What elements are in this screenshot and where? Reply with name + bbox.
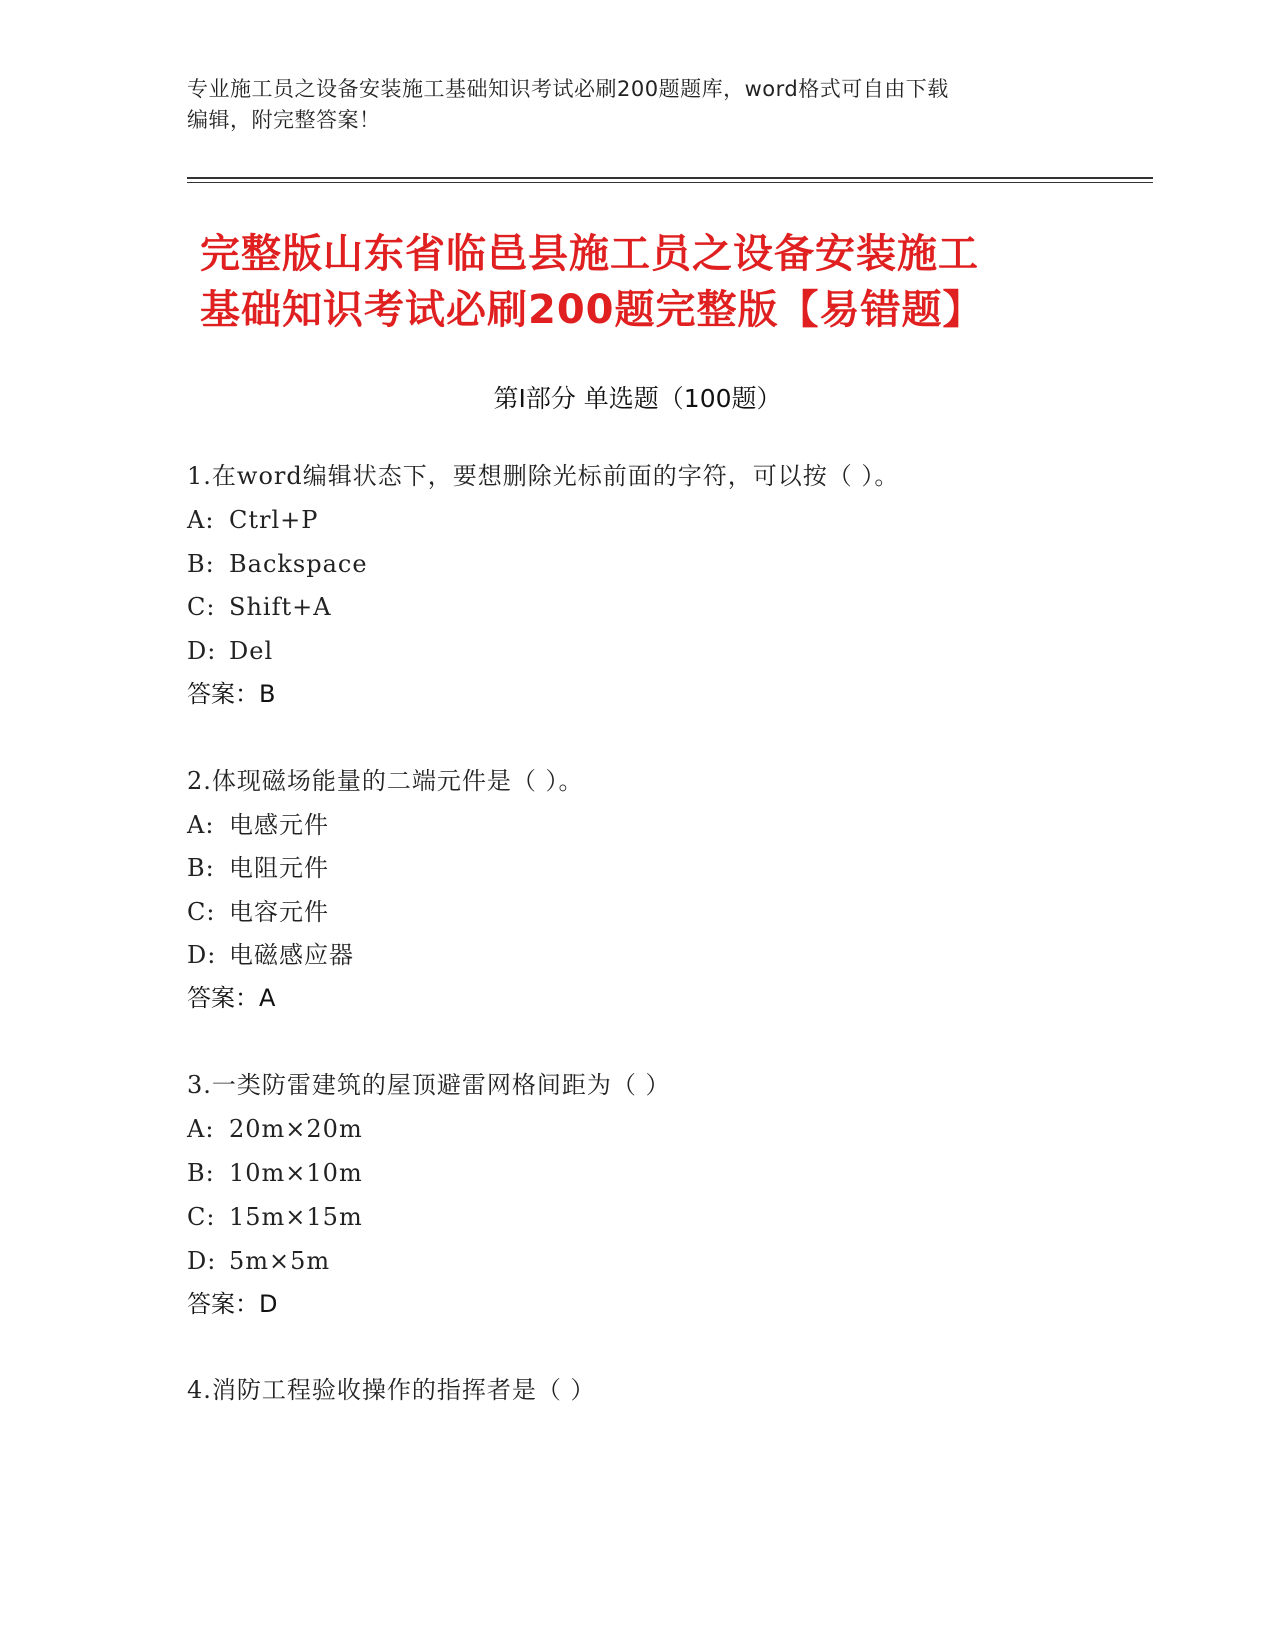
question-2-option-a [187,808,329,842]
question-1-option-a [187,503,318,537]
option-text: 10m×10m [229,1159,363,1187]
option-text: Del [229,637,274,665]
option-letter: A: [187,1115,215,1143]
option-letter: D: [187,1247,217,1275]
option-text: 电感元件 [229,811,329,839]
option-text: 5m×5m [229,1247,331,1275]
question-2-answer: 答案：A [187,984,276,1012]
header-note-line-1: 专业施工员之设备安装施工基础知识考试必刷200题题库，word格式可自由下载 [187,77,949,101]
question-1-answer: 答案：B [187,680,276,708]
document-title-line-2: 基础知识考试必刷200题完整版【易错题】 [200,287,984,333]
option-letter: D: [187,941,217,969]
question-3-option-b [187,1156,363,1190]
question-2-stem: 2.体现磁场能量的二端元件是（ ）。 [187,767,584,795]
option-text: Shift+A [229,593,332,621]
option-text: 电磁感应器 [229,941,354,969]
option-letter: B: [187,854,215,882]
document-title-line-1: 完整版山东省临邑县施工员之设备安装施工 [200,231,979,277]
question-1-option-d [187,634,273,668]
option-letter: B: [187,1159,215,1187]
header-note-line-2: 编辑，附完整答案！ [187,108,381,132]
option-text: 15m×15m [229,1203,363,1231]
question-3-option-a [187,1112,363,1146]
option-letter: C: [187,1203,216,1231]
section-heading: 第I部分 单选题（100题） [493,384,782,413]
header-note [187,74,1087,136]
question-2-option-b [187,851,329,885]
question-4-stem: 4.消防工程验收操作的指挥者是（ ） [187,1376,596,1404]
question-1-option-b [187,547,368,581]
option-letter: A: [187,811,215,839]
option-letter: B: [187,550,215,578]
option-letter: A: [187,506,215,534]
question-3-answer: 答案：D [187,1290,278,1318]
header-divider-thick [187,177,1153,179]
option-letter: D: [187,637,217,665]
question-3-stem: 3.一类防雷建筑的屋顶避雷网格间距为（ ） [187,1071,671,1099]
question-2-option-c [187,895,329,929]
document-title [200,226,1100,338]
option-text: 电阻元件 [229,854,329,882]
header-divider-thin [187,182,1153,183]
option-text: Backspace [229,550,368,578]
option-text: Ctrl+P [229,506,319,534]
option-letter: C: [187,593,216,621]
question-3-option-d [187,1244,330,1278]
question-1-option-c [187,590,332,624]
option-letter: C: [187,898,216,926]
question-2-option-d [187,938,354,972]
option-text: 20m×20m [229,1115,363,1143]
option-text: 电容元件 [229,898,329,926]
question-3-option-c [187,1200,363,1234]
question-1-stem: 1.在word编辑状态下，要想删除光标前面的字符，可以按（ ）。 [187,462,900,490]
